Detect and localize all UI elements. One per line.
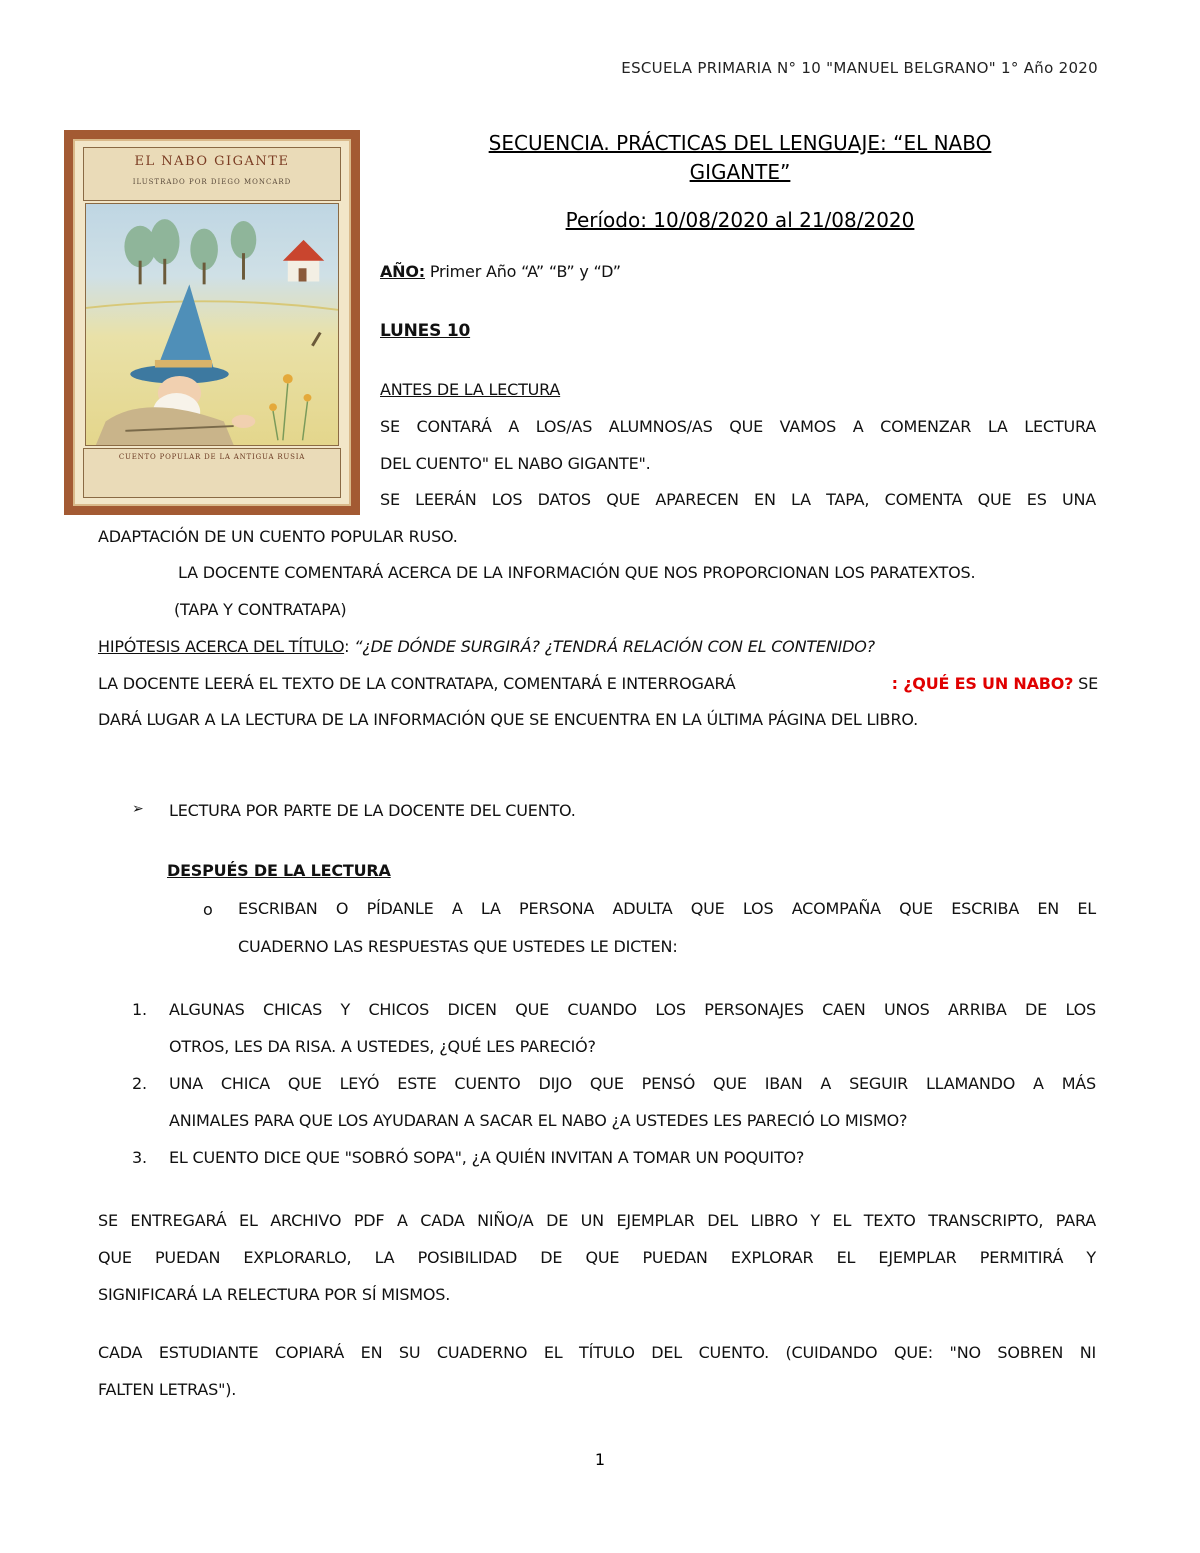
reading-bullet-text: LECTURA POR PARTE DE LA DOCENTE DEL CUENTO. [169, 801, 576, 820]
paragraph-1-line-1: SE ENTREGARÁ EL ARCHIVO PDF A CADA NIÑO/A DE UN EJEMPLAR DEL LIBRO Y EL TEXTO TRANSCRIPTO, PARA [98, 1211, 1096, 1230]
page-header: ESCUELA PRIMARIA N° 10 "MANUEL BELGRANO" 1° Año 2020 [621, 59, 1098, 77]
page-number: 1 [594, 1450, 606, 1469]
document-title-line-1: SECUENCIA. PRÁCTICAS DEL LENGUAJE: “EL NABO [488, 131, 992, 155]
year-line [380, 262, 621, 281]
before-line-9: DARÁ LUGAR A LA LECTURA DE LA INFORMACIÓN QUE SE ENCUENTRA EN LA ÚLTIMA PÁGINA DEL LIBRO. [98, 710, 919, 729]
cover-illustration [85, 203, 339, 446]
hypothesis-line: HIPÓTESIS ACERCA DEL TÍTULO: “¿DE DÓNDE SURGIRÁ? ¿TENDRÁ RELACIÓN CON EL CONTENIDO? [98, 637, 875, 656]
question-nabo: : ¿QUÉ ES UN NABO? [891, 674, 1074, 693]
after-reading-heading: DESPUÉS DE LA LECTURA [167, 861, 391, 880]
before-line-4: ADAPTACIÓN DE UN CUENTO POPULAR RUSO. [98, 527, 458, 546]
before-line-3: SE LEERÁN LOS DATOS QUE APARECEN EN LA TAPA, COMENTA QUE ES UNA [380, 490, 1096, 509]
list-number-3: 3. [132, 1148, 147, 1167]
paragraph-1-line-2: QUE PUEDAN EXPLORARLO, LA POSIBILIDAD DE QUE PUEDAN EXPLORAR EL EJEMPLAR PERMITIRÁ Y [98, 1248, 1096, 1267]
before-line-2: DEL CUENTO" EL NABO GIGANTE". [380, 454, 651, 473]
paragraph-2-line-2: FALTEN LETRAS"). [98, 1380, 237, 1399]
before-line-6: (TAPA Y CONTRATAPA) [174, 600, 347, 619]
day-heading: LUNES 10 [380, 321, 471, 341]
question-2-line-1: UNA CHICA QUE LEYÓ ESTE CUENTO DIJO QUE PENSÓ QUE IBAN A SEGUIR LLAMANDO A MÁS [169, 1074, 1096, 1093]
before-reading-heading: ANTES DE LA LECTURA [380, 380, 561, 399]
document-title-line-2: GIGANTE” [689, 160, 791, 184]
year-label: AÑO: [380, 262, 425, 281]
sub-bullet-marker: o [203, 900, 213, 919]
cover-title: EL NABO GIGANTE [134, 154, 290, 169]
question-1-line-2: OTROS, LES DA RISA. A USTEDES, ¿QUÉ LES PARECIÓ? [169, 1037, 596, 1056]
after-sub-line-1: ESCRIBAN O PÍDANLE A LA PERSONA ADULTA QUE LOS ACOMPAÑA QUE ESCRIBA EN EL [238, 899, 1096, 918]
hypothesis-label: HIPÓTESIS ACERCA DEL TÍTULO [98, 637, 345, 656]
question-3: EL CUENTO DICE QUE "SOBRÓ SOPA", ¿A QUIÉN INVITAN A TOMAR UN POQUITO? [169, 1148, 805, 1167]
arrow-bullet-icon: ➢ [132, 801, 144, 817]
year-value: Primer Año “A” “B” y “D” [424, 262, 621, 281]
list-number-1: 1. [132, 1000, 147, 1019]
before-line-5: LA DOCENTE COMENTARÁ ACERCA DE LA INFORMACIÓN QUE NOS PROPORCIONAN LOS PARATEXTOS. [178, 563, 976, 582]
book-cover-image [64, 130, 360, 515]
list-number-2: 2. [132, 1074, 147, 1093]
cover-subtitle: ILUSTRADO POR DIEGO MONCARD [132, 178, 292, 186]
paragraph-2-line-1: CADA ESTUDIANTE COPIARÁ EN SU CUADERNO EL TÍTULO DEL CUENTO. (CUIDANDO QUE: "NO SOBREN NI [98, 1343, 1096, 1362]
question-1-line-1: ALGUNAS CHICAS Y CHICOS DICEN QUE CUANDO LOS PERSONAJES CAEN UNOS ARRIBA DE LOS [169, 1000, 1096, 1019]
contratapa-line: LA DOCENTE LEERÁ EL TEXTO DE LA CONTRATAPA, COMENTARÁ E INTERROGARÁ : ¿QUÉ ES UN NABO? SE [98, 674, 1098, 693]
hypothesis-questions: “¿DE DÓNDE SURGIRÁ? ¿TENDRÁ RELACIÓN CON EL CONTENIDO? [354, 637, 875, 656]
period: Período: 10/08/2020 al 21/08/2020 [565, 208, 915, 232]
cover-band-text: CUENTO POPULAR DE LA ANTIGUA RUSIA [118, 453, 306, 461]
paragraph-1-line-3: SIGNIFICARÁ LA RELECTURA POR SÍ MISMOS. [98, 1285, 451, 1304]
question-2-line-2: ANIMALES PARA QUE LOS AYUDARAN A SACAR EL NABO ¿A USTEDES LES PARECIÓ LO MISMO? [169, 1111, 908, 1130]
before-line-1: SE CONTARÁ A LOS/AS ALUMNOS/AS QUE VAMOS A COMENZAR LA LECTURA [380, 417, 1096, 436]
after-sub-line-2: CUADERNO LAS RESPUESTAS QUE USTEDES LE DICTEN: [238, 937, 678, 956]
